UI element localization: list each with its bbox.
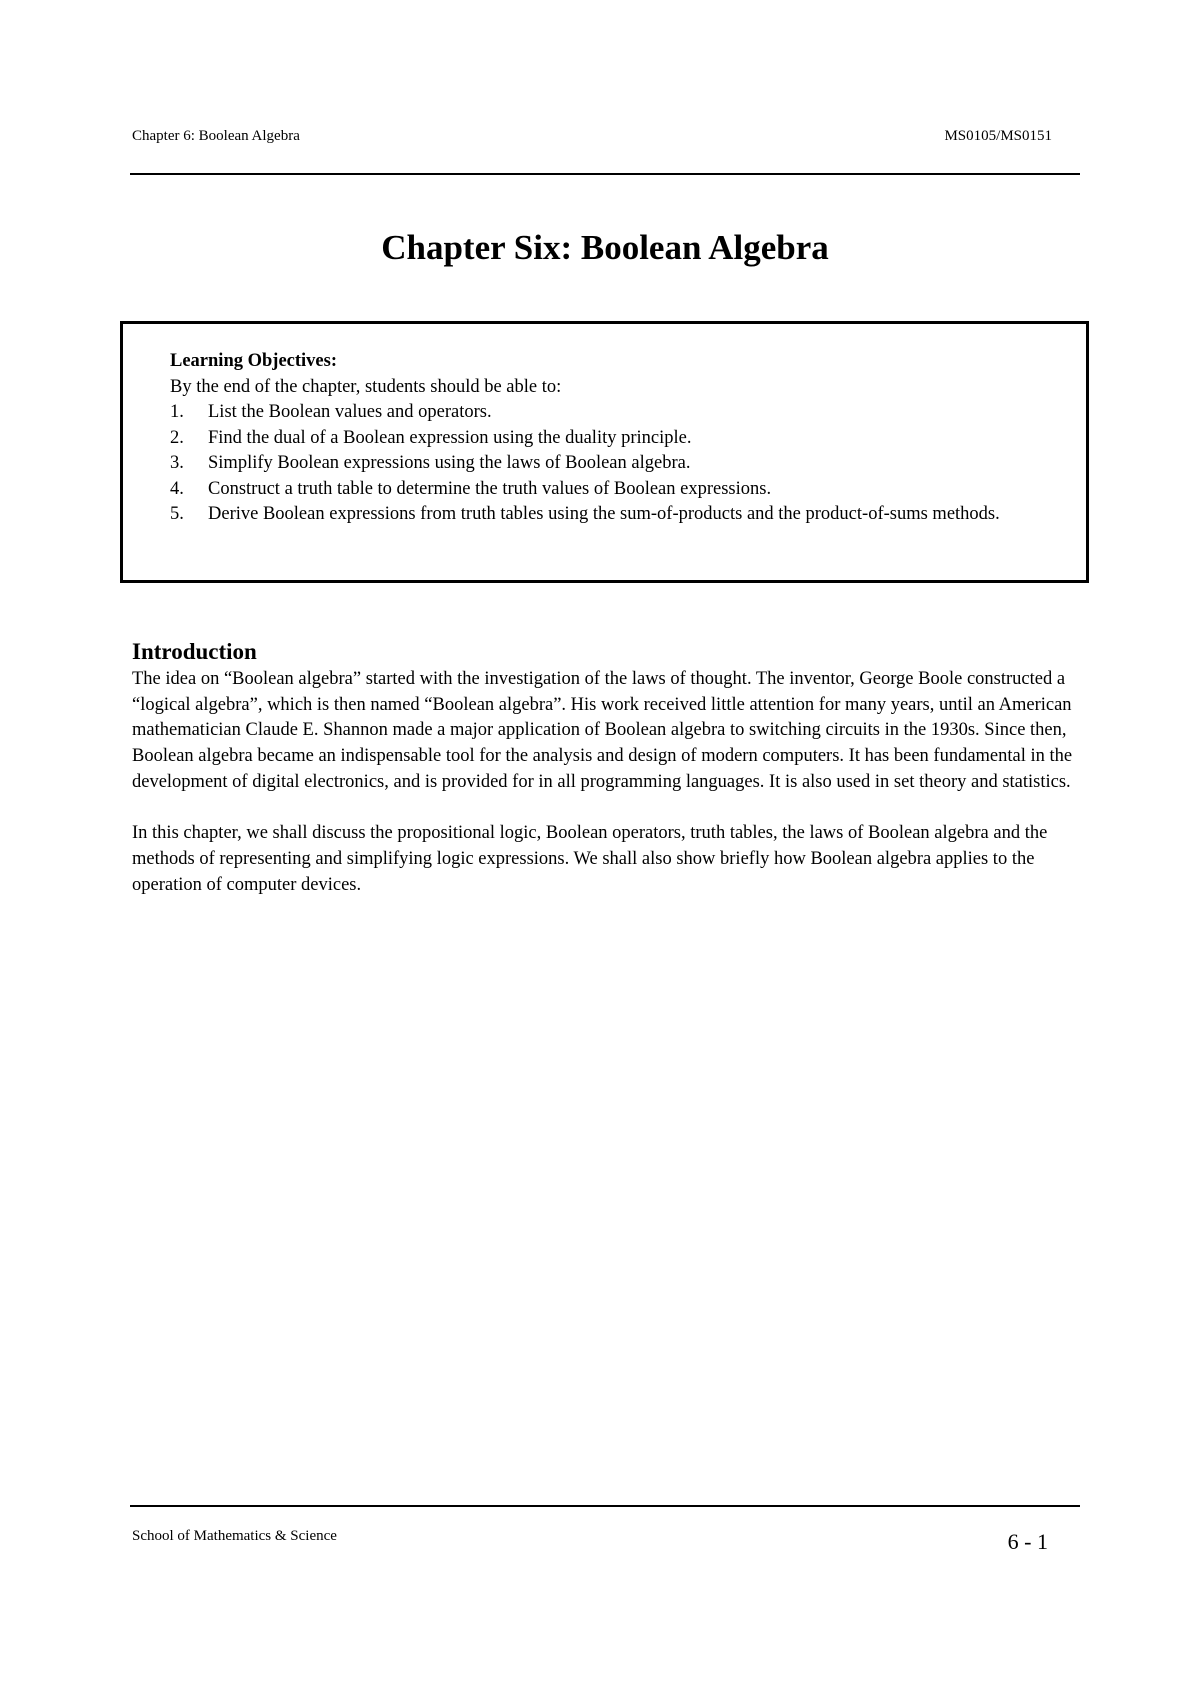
objective-text: Simplify Boolean expressions using the laws of Boolean algebra. (208, 453, 691, 473)
objective-number: 5. (170, 504, 184, 524)
objective-item (170, 451, 1080, 477)
introduction-section (132, 637, 1082, 898)
learning-objectives-list (170, 400, 1080, 528)
objective-text: Construct a truth table to determine the truth values of Boolean expressions. (208, 478, 772, 499)
learning-objectives-content (170, 349, 1080, 528)
learning-objectives-heading: Learning Objectives: (170, 351, 337, 371)
header-chapter-label: Chapter 6: Boolean Algebra (132, 128, 300, 144)
header-course-code: MS0105/MS0151 (944, 128, 1052, 144)
introduction-paragraph-1: The idea on “Boolean algebra” started with the investigation of the laws of thought. The inventor, George Boole constructed a “logical algebra”, which is then named “Boolean algebra”. His work received little attention for many years, until an American mathematician Claude E. Shannon made a major application of Boolean algebra to switching circuits in the 1930s. Since then, Boolean algebra became an indispensable tool for the analysis and design of modern computers. It has been fundamental in the development of digital electronics, and is provided for in all programming languages. It is also used in set theory and statistics. (132, 669, 1073, 792)
chapter-title: Chapter Six: Boolean Algebra (381, 228, 829, 267)
introduction-paragraph-2: In this chapter, we shall discuss the propositional logic, Boolean operators, truth tables, the laws of Boolean algebra and the methods of representing and simplifying logic expressions. We shall also show briefly how Boolean algebra applies to the operation of computer devices. (132, 823, 1048, 895)
objective-number: 3. (170, 453, 184, 473)
objective-text: Derive Boolean expressions from truth tables using the sum-of-products and the product-of-sums methods. (208, 504, 1000, 524)
objective-item (170, 502, 1080, 528)
objective-item (170, 477, 1080, 503)
objective-text: List the Boolean values and operators. (208, 402, 492, 422)
header-divider (130, 173, 1080, 175)
learning-objectives-box (120, 321, 1089, 583)
learning-objectives-intro: By the end of the chapter, students should be able to: (170, 376, 562, 397)
objective-text: Find the dual of a Boolean expression using the duality principle. (208, 427, 692, 448)
running-header (132, 126, 1080, 146)
objective-number: 1. (170, 402, 184, 422)
footer-page-number: 6 - 1 (1007, 1529, 1048, 1554)
objective-number: 2. (170, 427, 184, 448)
footer-divider (130, 1505, 1080, 1507)
footer-school-name: School of Mathematics & Science (132, 1528, 337, 1544)
introduction-heading: Introduction (132, 639, 257, 664)
objective-item (170, 400, 1080, 426)
objective-item (170, 426, 1080, 452)
objective-number: 4. (170, 478, 184, 499)
